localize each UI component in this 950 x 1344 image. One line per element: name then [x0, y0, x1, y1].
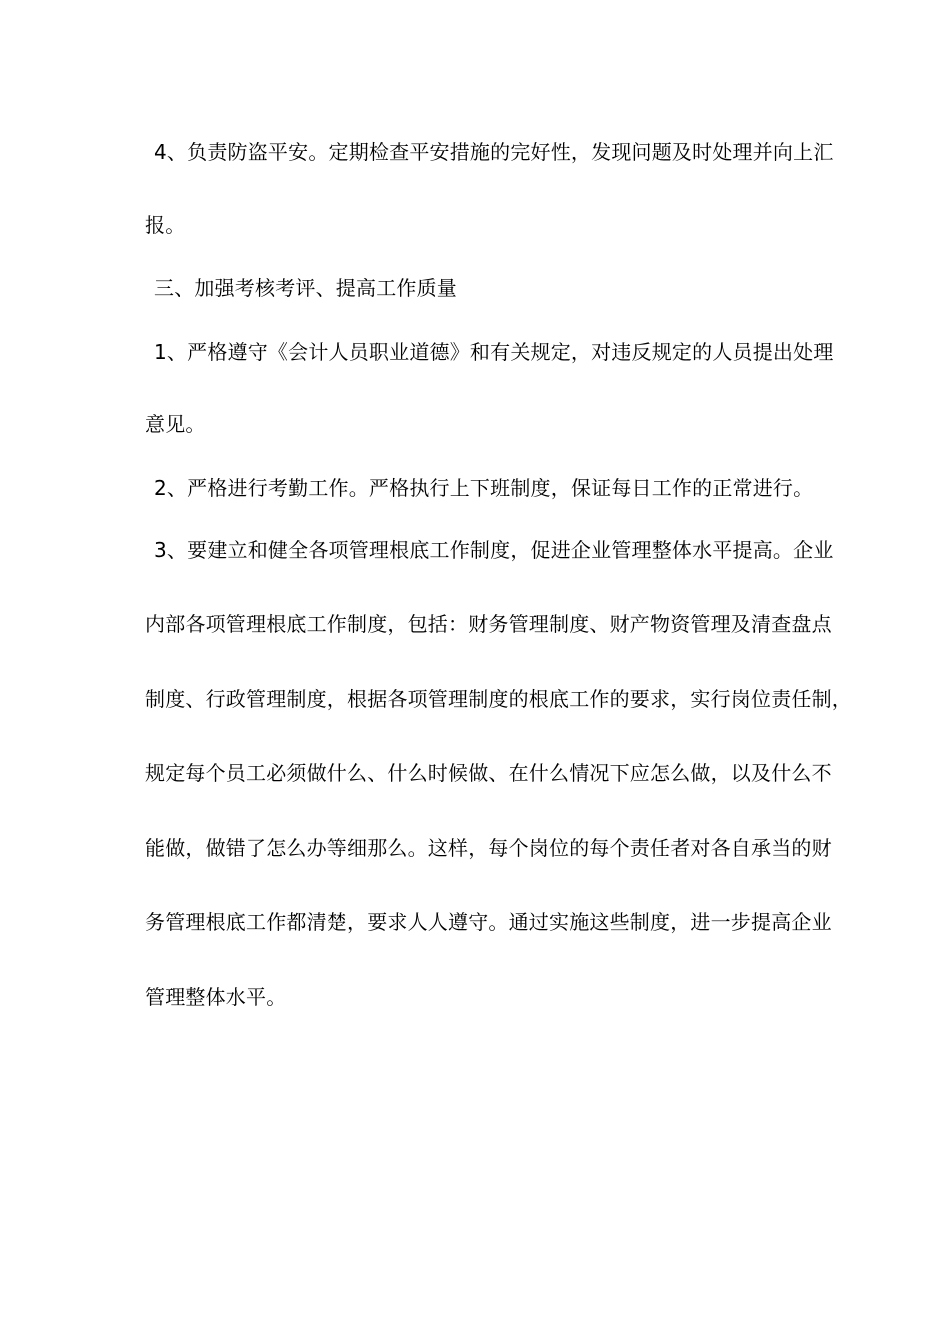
paragraph-item-3-line-7: 管理整体水平。	[145, 985, 287, 1009]
paragraph-item-3-line-2: 内部各项管理根底工作制度，包括：财务管理制度、财产物资管理及清查盘点	[145, 612, 832, 636]
paragraph-item-4-line-2: 报。	[145, 213, 186, 237]
paragraph-item-2: 2、严格进行考勤工作。严格执行上下班制度，保证每日工作的正常进行。	[154, 476, 814, 500]
paragraph-item-3-line-4: 规定每个员工必须做什么、什么时候做、在什么情况下应怎么做，以及什么不	[145, 761, 832, 785]
paragraph-item-3-line-6: 务管理根底工作都清楚，要求人人遵守。通过实施这些制度，进一步提高企业	[145, 910, 832, 934]
paragraph-item-3-line-5: 能做，做错了怎么办等细那么。这样，每个岗位的每个责任者对各自承当的财	[145, 836, 832, 860]
paragraph-item-3-line-3: 制度、行政管理制度，根据各项管理制度的根底工作的要求，实行岗位责任制，	[145, 687, 852, 711]
paragraph-item-4-line-1: 4、负责防盗平安。定期检查平安措施的完好性，发现问题及时处理并向上汇	[154, 140, 834, 164]
paragraph-item-1-line-1: 1、严格遵守《会计人员职业道德》和有关规定，对违反规定的人员提出处理	[154, 340, 834, 364]
paragraph-item-1-line-2: 意见。	[145, 412, 206, 436]
paragraph-item-3-line-1: 3、要建立和健全各项管理根底工作制度，促进企业管理整体水平提高。企业	[154, 538, 834, 562]
section-heading-3: 三、加强考核考评、提高工作质量	[154, 276, 457, 300]
